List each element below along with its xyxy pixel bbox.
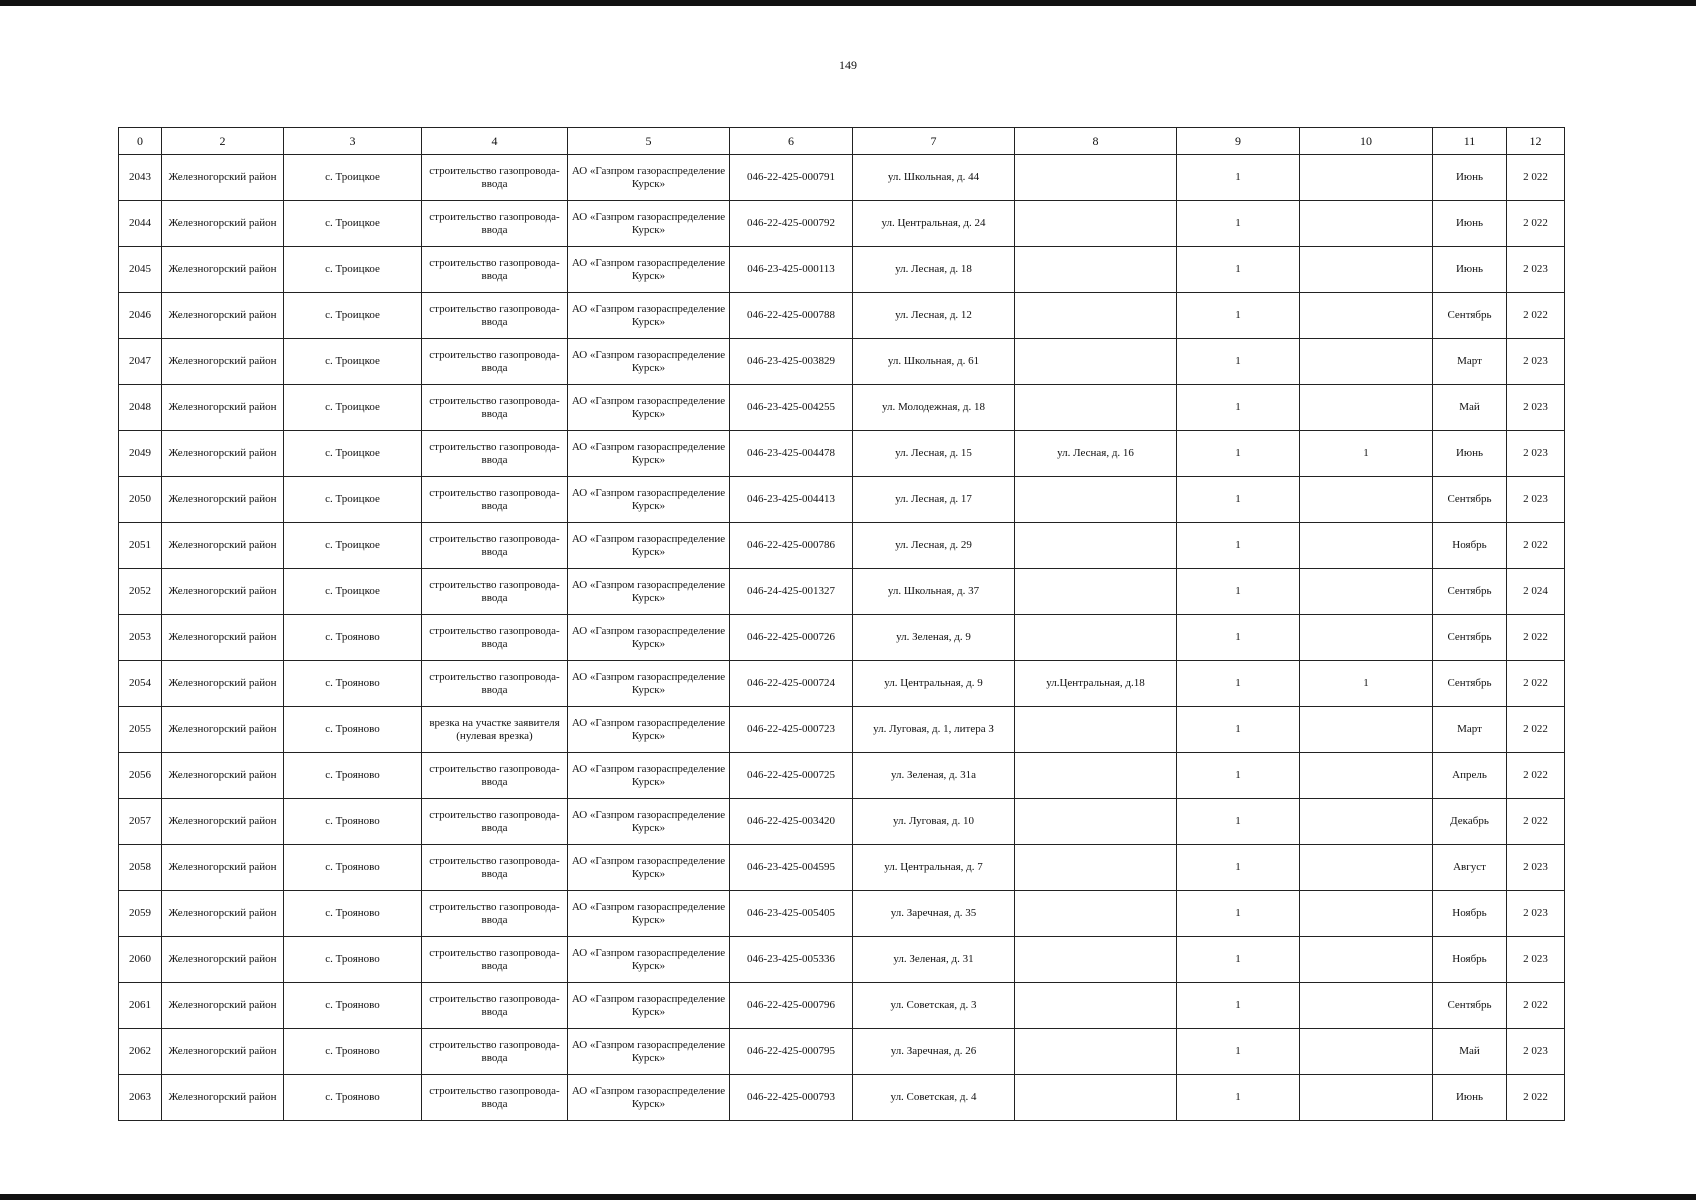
settlement-cell: с. Трояново xyxy=(284,707,422,753)
settlement-cell: с. Трояново xyxy=(284,891,422,937)
settlement-cell: с. Трояново xyxy=(284,983,422,1029)
extra-count-cell xyxy=(1300,385,1433,431)
month-cell: Июнь xyxy=(1433,155,1507,201)
work-type-cell: строительство газопровода-ввода xyxy=(422,1029,568,1075)
year-cell: 2 023 xyxy=(1507,431,1565,477)
row-number-cell: 2047 xyxy=(119,339,162,385)
request-code-cell: 046-23-425-003829 xyxy=(730,339,853,385)
count-cell: 1 xyxy=(1177,753,1300,799)
request-code-cell: 046-23-425-004413 xyxy=(730,477,853,523)
count-cell: 1 xyxy=(1177,1029,1300,1075)
column-header: 6 xyxy=(730,128,853,155)
count-cell: 1 xyxy=(1177,983,1300,1029)
request-code-cell: 046-22-425-000796 xyxy=(730,983,853,1029)
extra-count-cell xyxy=(1300,339,1433,385)
year-cell: 2 022 xyxy=(1507,799,1565,845)
table-row xyxy=(119,707,1565,753)
settlement-cell: с. Трояново xyxy=(284,1075,422,1121)
address-extra-cell xyxy=(1015,201,1177,247)
year-cell: 2 022 xyxy=(1507,983,1565,1029)
address-cell: ул. Центральная, д. 7 xyxy=(853,845,1015,891)
request-code-cell: 046-22-425-003420 xyxy=(730,799,853,845)
settlement-cell: с. Троицкое xyxy=(284,385,422,431)
row-number-cell: 2050 xyxy=(119,477,162,523)
organization-cell: АО «Газпром газораспределение Курск» xyxy=(568,615,730,661)
header-row xyxy=(119,128,1565,155)
address-cell: ул. Школьная, д. 37 xyxy=(853,569,1015,615)
count-cell: 1 xyxy=(1177,845,1300,891)
row-number-cell: 2056 xyxy=(119,753,162,799)
settlement-cell: с. Трояново xyxy=(284,1029,422,1075)
district-cell: Железногорский район xyxy=(162,431,284,477)
address-cell: ул. Лесная, д. 17 xyxy=(853,477,1015,523)
organization-cell: АО «Газпром газораспределение Курск» xyxy=(568,339,730,385)
count-cell: 1 xyxy=(1177,201,1300,247)
count-cell: 1 xyxy=(1177,385,1300,431)
address-cell: ул. Лесная, д. 18 xyxy=(853,247,1015,293)
extra-count-cell xyxy=(1300,753,1433,799)
address-extra-cell: ул. Лесная, д. 16 xyxy=(1015,431,1177,477)
table-row xyxy=(119,1075,1565,1121)
scan-border-top xyxy=(0,0,1696,6)
year-cell: 2 023 xyxy=(1507,891,1565,937)
table-row xyxy=(119,477,1565,523)
address-extra-cell xyxy=(1015,155,1177,201)
table-row xyxy=(119,983,1565,1029)
row-number-cell: 2062 xyxy=(119,1029,162,1075)
organization-cell: АО «Газпром газораспределение Курск» xyxy=(568,891,730,937)
district-cell: Железногорский район xyxy=(162,1075,284,1121)
work-type-cell: строительство газопровода-ввода xyxy=(422,477,568,523)
extra-count-cell xyxy=(1300,247,1433,293)
district-cell: Железногорский район xyxy=(162,753,284,799)
count-cell: 1 xyxy=(1177,615,1300,661)
month-cell: Сентябрь xyxy=(1433,661,1507,707)
work-type-cell: врезка на участке заявителя (нулевая врезка) xyxy=(422,707,568,753)
extra-count-cell xyxy=(1300,477,1433,523)
table-row xyxy=(119,891,1565,937)
address-cell: ул. Лесная, д. 15 xyxy=(853,431,1015,477)
column-header: 4 xyxy=(422,128,568,155)
extra-count-cell xyxy=(1300,799,1433,845)
request-code-cell: 046-23-425-004255 xyxy=(730,385,853,431)
settlement-cell: с. Троицкое xyxy=(284,523,422,569)
address-extra-cell xyxy=(1015,339,1177,385)
table-row xyxy=(119,937,1565,983)
page-number: 149 xyxy=(839,58,857,72)
district-cell: Железногорский район xyxy=(162,247,284,293)
district-cell: Железногорский район xyxy=(162,615,284,661)
district-cell: Железногорский район xyxy=(162,385,284,431)
year-cell: 2 023 xyxy=(1507,339,1565,385)
organization-cell: АО «Газпром газораспределение Курск» xyxy=(568,799,730,845)
address-cell: ул. Советская, д. 4 xyxy=(853,1075,1015,1121)
row-number-cell: 2055 xyxy=(119,707,162,753)
register-table xyxy=(118,127,1565,1121)
column-header: 12 xyxy=(1507,128,1565,155)
year-cell: 2 023 xyxy=(1507,247,1565,293)
organization-cell: АО «Газпром газораспределение Курск» xyxy=(568,983,730,1029)
work-type-cell: строительство газопровода-ввода xyxy=(422,615,568,661)
table-row xyxy=(119,569,1565,615)
extra-count-cell xyxy=(1300,891,1433,937)
address-cell: ул. Молодежная, д. 18 xyxy=(853,385,1015,431)
table-row xyxy=(119,293,1565,339)
column-header: 10 xyxy=(1300,128,1433,155)
request-code-cell: 046-23-425-000113 xyxy=(730,247,853,293)
month-cell: Декабрь xyxy=(1433,799,1507,845)
year-cell: 2 022 xyxy=(1507,753,1565,799)
row-number-cell: 2044 xyxy=(119,201,162,247)
extra-count-cell xyxy=(1300,569,1433,615)
row-number-cell: 2048 xyxy=(119,385,162,431)
year-cell: 2 023 xyxy=(1507,937,1565,983)
month-cell: Сентябрь xyxy=(1433,477,1507,523)
address-cell: ул. Школьная, д. 61 xyxy=(853,339,1015,385)
year-cell: 2 022 xyxy=(1507,293,1565,339)
settlement-cell: с. Трояново xyxy=(284,615,422,661)
organization-cell: АО «Газпром газораспределение Курск» xyxy=(568,937,730,983)
address-extra-cell xyxy=(1015,615,1177,661)
month-cell: Июнь xyxy=(1433,247,1507,293)
month-cell: Сентябрь xyxy=(1433,569,1507,615)
district-cell: Железногорский район xyxy=(162,523,284,569)
row-number-cell: 2052 xyxy=(119,569,162,615)
row-number-cell: 2063 xyxy=(119,1075,162,1121)
year-cell: 2 023 xyxy=(1507,1029,1565,1075)
extra-count-cell xyxy=(1300,707,1433,753)
extra-count-cell xyxy=(1300,201,1433,247)
extra-count-cell xyxy=(1300,523,1433,569)
year-cell: 2 022 xyxy=(1507,615,1565,661)
district-cell: Железногорский район xyxy=(162,983,284,1029)
work-type-cell: строительство газопровода-ввода xyxy=(422,661,568,707)
extra-count-cell xyxy=(1300,983,1433,1029)
work-type-cell: строительство газопровода-ввода xyxy=(422,201,568,247)
settlement-cell: с. Трояново xyxy=(284,661,422,707)
settlement-cell: с. Трояново xyxy=(284,937,422,983)
address-extra-cell xyxy=(1015,707,1177,753)
scan-border-bottom xyxy=(0,1194,1696,1200)
row-number-cell: 2043 xyxy=(119,155,162,201)
address-extra-cell xyxy=(1015,477,1177,523)
count-cell: 1 xyxy=(1177,891,1300,937)
table-row xyxy=(119,753,1565,799)
settlement-cell: с. Троицкое xyxy=(284,431,422,477)
year-cell: 2 022 xyxy=(1507,523,1565,569)
count-cell: 1 xyxy=(1177,1075,1300,1121)
row-number-cell: 2053 xyxy=(119,615,162,661)
column-header: 0 xyxy=(119,128,162,155)
row-number-cell: 2046 xyxy=(119,293,162,339)
extra-count-cell xyxy=(1300,845,1433,891)
extra-count-cell xyxy=(1300,937,1433,983)
work-type-cell: строительство газопровода-ввода xyxy=(422,799,568,845)
count-cell: 1 xyxy=(1177,661,1300,707)
month-cell: Май xyxy=(1433,1029,1507,1075)
request-code-cell: 046-22-425-000792 xyxy=(730,201,853,247)
address-extra-cell xyxy=(1015,293,1177,339)
count-cell: 1 xyxy=(1177,293,1300,339)
column-header: 2 xyxy=(162,128,284,155)
table-row xyxy=(119,385,1565,431)
count-cell: 1 xyxy=(1177,799,1300,845)
address-cell: ул. Советская, д. 3 xyxy=(853,983,1015,1029)
request-code-cell: 046-24-425-001327 xyxy=(730,569,853,615)
address-extra-cell xyxy=(1015,891,1177,937)
settlement-cell: с. Троицкое xyxy=(284,201,422,247)
address-extra-cell xyxy=(1015,247,1177,293)
organization-cell: АО «Газпром газораспределение Курск» xyxy=(568,845,730,891)
request-code-cell: 046-23-425-004595 xyxy=(730,845,853,891)
month-cell: Ноябрь xyxy=(1433,523,1507,569)
work-type-cell: строительство газопровода-ввода xyxy=(422,937,568,983)
request-code-cell: 046-22-425-000726 xyxy=(730,615,853,661)
district-cell: Железногорский район xyxy=(162,477,284,523)
address-extra-cell xyxy=(1015,385,1177,431)
district-cell: Железногорский район xyxy=(162,1029,284,1075)
district-cell: Железногорский район xyxy=(162,569,284,615)
count-cell: 1 xyxy=(1177,707,1300,753)
row-number-cell: 2049 xyxy=(119,431,162,477)
year-cell: 2 023 xyxy=(1507,477,1565,523)
settlement-cell: с. Трояново xyxy=(284,845,422,891)
month-cell: Март xyxy=(1433,339,1507,385)
request-code-cell: 046-22-425-000724 xyxy=(730,661,853,707)
work-type-cell: строительство газопровода-ввода xyxy=(422,983,568,1029)
table-row xyxy=(119,155,1565,201)
extra-count-cell xyxy=(1300,293,1433,339)
district-cell: Железногорский район xyxy=(162,707,284,753)
organization-cell: АО «Газпром газораспределение Курск» xyxy=(568,753,730,799)
table-body xyxy=(119,155,1565,1121)
district-cell: Железногорский район xyxy=(162,799,284,845)
request-code-cell: 046-22-425-000725 xyxy=(730,753,853,799)
work-type-cell: строительство газопровода-ввода xyxy=(422,385,568,431)
address-cell: ул. Зеленая, д. 9 xyxy=(853,615,1015,661)
organization-cell: АО «Газпром газораспределение Курск» xyxy=(568,661,730,707)
table-row xyxy=(119,799,1565,845)
organization-cell: АО «Газпром газораспределение Курск» xyxy=(568,1075,730,1121)
table-row xyxy=(119,339,1565,385)
address-cell: ул. Заречная, д. 26 xyxy=(853,1029,1015,1075)
count-cell: 1 xyxy=(1177,937,1300,983)
row-number-cell: 2054 xyxy=(119,661,162,707)
year-cell: 2 022 xyxy=(1507,707,1565,753)
row-number-cell: 2059 xyxy=(119,891,162,937)
row-number-cell: 2061 xyxy=(119,983,162,1029)
work-type-cell: строительство газопровода-ввода xyxy=(422,569,568,615)
address-extra-cell xyxy=(1015,845,1177,891)
district-cell: Железногорский район xyxy=(162,661,284,707)
request-code-cell: 046-23-425-005336 xyxy=(730,937,853,983)
column-header: 5 xyxy=(568,128,730,155)
row-number-cell: 2057 xyxy=(119,799,162,845)
address-cell: ул. Луговая, д. 1, литера З xyxy=(853,707,1015,753)
extra-count-cell xyxy=(1300,155,1433,201)
request-code-cell: 046-22-425-000795 xyxy=(730,1029,853,1075)
work-type-cell: строительство газопровода-ввода xyxy=(422,523,568,569)
district-cell: Железногорский район xyxy=(162,339,284,385)
table-row xyxy=(119,523,1565,569)
request-code-cell: 046-23-425-005405 xyxy=(730,891,853,937)
organization-cell: АО «Газпром газораспределение Курск» xyxy=(568,247,730,293)
count-cell: 1 xyxy=(1177,247,1300,293)
settlement-cell: с. Троицкое xyxy=(284,247,422,293)
address-cell: ул. Центральная, д. 9 xyxy=(853,661,1015,707)
year-cell: 2 023 xyxy=(1507,385,1565,431)
district-cell: Железногорский район xyxy=(162,845,284,891)
extra-count-cell: 1 xyxy=(1300,661,1433,707)
count-cell: 1 xyxy=(1177,569,1300,615)
row-number-cell: 2051 xyxy=(119,523,162,569)
request-code-cell: 046-22-425-000791 xyxy=(730,155,853,201)
month-cell: Ноябрь xyxy=(1433,937,1507,983)
address-extra-cell xyxy=(1015,523,1177,569)
settlement-cell: с. Троицкое xyxy=(284,477,422,523)
count-cell: 1 xyxy=(1177,155,1300,201)
district-cell: Железногорский район xyxy=(162,937,284,983)
year-cell: 2 022 xyxy=(1507,1075,1565,1121)
table-row xyxy=(119,1029,1565,1075)
table-row xyxy=(119,201,1565,247)
month-cell: Сентябрь xyxy=(1433,615,1507,661)
request-code-cell: 046-22-425-000723 xyxy=(730,707,853,753)
extra-count-cell: 1 xyxy=(1300,431,1433,477)
organization-cell: АО «Газпром газораспределение Курск» xyxy=(568,707,730,753)
work-type-cell: строительство газопровода-ввода xyxy=(422,891,568,937)
year-cell: 2 024 xyxy=(1507,569,1565,615)
extra-count-cell xyxy=(1300,1075,1433,1121)
address-cell: ул. Лесная, д. 12 xyxy=(853,293,1015,339)
month-cell: Август xyxy=(1433,845,1507,891)
column-header: 9 xyxy=(1177,128,1300,155)
year-cell: 2 022 xyxy=(1507,155,1565,201)
district-cell: Железногорский район xyxy=(162,155,284,201)
request-code-cell: 046-22-425-000786 xyxy=(730,523,853,569)
month-cell: Апрель xyxy=(1433,753,1507,799)
organization-cell: АО «Газпром газораспределение Курск» xyxy=(568,155,730,201)
district-cell: Железногорский район xyxy=(162,201,284,247)
address-cell: ул. Луговая, д. 10 xyxy=(853,799,1015,845)
column-header: 7 xyxy=(853,128,1015,155)
organization-cell: АО «Газпром газораспределение Курск» xyxy=(568,569,730,615)
settlement-cell: с. Трояново xyxy=(284,799,422,845)
settlement-cell: с. Троицкое xyxy=(284,293,422,339)
row-number-cell: 2058 xyxy=(119,845,162,891)
count-cell: 1 xyxy=(1177,477,1300,523)
table-row xyxy=(119,661,1565,707)
month-cell: Сентябрь xyxy=(1433,293,1507,339)
organization-cell: АО «Газпром газораспределение Курск» xyxy=(568,293,730,339)
organization-cell: АО «Газпром газораспределение Курск» xyxy=(568,385,730,431)
work-type-cell: строительство газопровода-ввода xyxy=(422,339,568,385)
month-cell: Июнь xyxy=(1433,431,1507,477)
count-cell: 1 xyxy=(1177,431,1300,477)
count-cell: 1 xyxy=(1177,339,1300,385)
count-cell: 1 xyxy=(1177,523,1300,569)
month-cell: Сентябрь xyxy=(1433,983,1507,1029)
extra-count-cell xyxy=(1300,1029,1433,1075)
work-type-cell: строительство газопровода-ввода xyxy=(422,155,568,201)
address-cell: ул. Заречная, д. 35 xyxy=(853,891,1015,937)
organization-cell: АО «Газпром газораспределение Курск» xyxy=(568,523,730,569)
organization-cell: АО «Газпром газораспределение Курск» xyxy=(568,1029,730,1075)
address-cell: ул. Зеленая, д. 31 xyxy=(853,937,1015,983)
table-row xyxy=(119,431,1565,477)
address-extra-cell xyxy=(1015,569,1177,615)
organization-cell: АО «Газпром газораспределение Курск» xyxy=(568,477,730,523)
column-header: 8 xyxy=(1015,128,1177,155)
work-type-cell: строительство газопровода-ввода xyxy=(422,293,568,339)
work-type-cell: строительство газопровода-ввода xyxy=(422,1075,568,1121)
settlement-cell: с. Троицкое xyxy=(284,155,422,201)
address-cell: ул. Зеленая, д. 31а xyxy=(853,753,1015,799)
row-number-cell: 2045 xyxy=(119,247,162,293)
address-extra-cell xyxy=(1015,1029,1177,1075)
settlement-cell: с. Трояново xyxy=(284,753,422,799)
table-row xyxy=(119,845,1565,891)
district-cell: Железногорский район xyxy=(162,293,284,339)
address-extra-cell xyxy=(1015,753,1177,799)
extra-count-cell xyxy=(1300,615,1433,661)
request-code-cell: 046-22-425-000793 xyxy=(730,1075,853,1121)
month-cell: Июнь xyxy=(1433,1075,1507,1121)
district-cell: Железногорский район xyxy=(162,891,284,937)
month-cell: Май xyxy=(1433,385,1507,431)
address-cell: ул. Лесная, д. 29 xyxy=(853,523,1015,569)
year-cell: 2 022 xyxy=(1507,661,1565,707)
table-row xyxy=(119,247,1565,293)
address-cell: ул. Центральная, д. 24 xyxy=(853,201,1015,247)
table-header xyxy=(119,128,1565,155)
address-extra-cell xyxy=(1015,799,1177,845)
table-row xyxy=(119,615,1565,661)
settlement-cell: с. Троицкое xyxy=(284,339,422,385)
month-cell: Март xyxy=(1433,707,1507,753)
year-cell: 2 022 xyxy=(1507,201,1565,247)
work-type-cell: строительство газопровода-ввода xyxy=(422,247,568,293)
row-number-cell: 2060 xyxy=(119,937,162,983)
request-code-cell: 046-22-425-000788 xyxy=(730,293,853,339)
organization-cell: АО «Газпром газораспределение Курск» xyxy=(568,201,730,247)
work-type-cell: строительство газопровода-ввода xyxy=(422,431,568,477)
work-type-cell: строительство газопровода-ввода xyxy=(422,845,568,891)
address-extra-cell xyxy=(1015,983,1177,1029)
address-extra-cell xyxy=(1015,1075,1177,1121)
address-cell: ул. Школьная, д. 44 xyxy=(853,155,1015,201)
month-cell: Июнь xyxy=(1433,201,1507,247)
request-code-cell: 046-23-425-004478 xyxy=(730,431,853,477)
work-type-cell: строительство газопровода-ввода xyxy=(422,753,568,799)
settlement-cell: с. Троицкое xyxy=(284,569,422,615)
column-header: 3 xyxy=(284,128,422,155)
address-extra-cell xyxy=(1015,937,1177,983)
month-cell: Ноябрь xyxy=(1433,891,1507,937)
year-cell: 2 023 xyxy=(1507,845,1565,891)
address-extra-cell: ул.Центральная, д.18 xyxy=(1015,661,1177,707)
organization-cell: АО «Газпром газораспределение Курск» xyxy=(568,431,730,477)
column-header: 11 xyxy=(1433,128,1507,155)
